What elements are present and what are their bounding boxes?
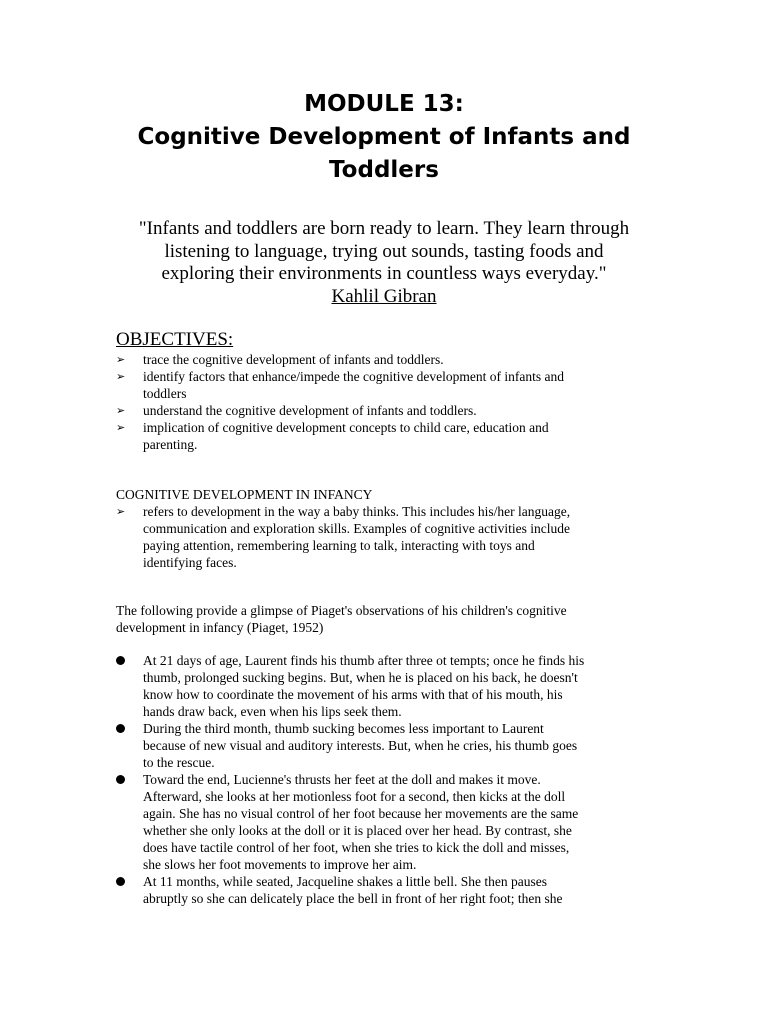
arrow-bullet-icon: ➢: [116, 404, 126, 417]
list-item: ➢ trace the cognitive development of infants and toddlers.: [116, 352, 444, 367]
list-item: ➢ identify factors that enhance/impede the cognitive development of infants and toddlers: [116, 369, 564, 401]
bullet-dot-icon: [116, 775, 125, 784]
list-item: ➢ refers to development in the way a baby thinks. This includes his/her language, communication and exploration skills. Examples of cognitive activities include paying attention, remembering learning to talk, interacting with toys and identifying faces.: [116, 504, 571, 570]
section-heading: COGNITIVE DEVELOPMENT IN INFANCY: [116, 487, 373, 502]
arrow-bullet-icon: ➢: [116, 353, 126, 366]
bullet-dot-icon: [116, 656, 125, 665]
bullet-dot-icon: [116, 877, 125, 886]
list-item: ➢ understand the cognitive development of infants and toddlers.: [116, 403, 477, 418]
title-line: Toddlers: [329, 157, 439, 183]
title-line: MODULE 13:: [304, 91, 464, 117]
title-line: Cognitive Development of Infants and: [137, 124, 631, 150]
list-item: At 11 months, while seated, Jacqueline shakes a little bell. She then pauses abruptly so she can delicately place the bell in front of her right foot; then she: [116, 873, 656, 907]
list-item: ➢ implication of cognitive development concepts to child care, education and parenting.: [116, 420, 549, 452]
quote-author: Kahlil Gibran: [331, 285, 437, 307]
bullet-dot-icon: [116, 724, 125, 733]
epigraph-quote: [0, 218, 768, 308]
module-title: [0, 88, 768, 187]
objectives-heading: OBJECTIVES:: [116, 329, 234, 350]
quote-line: listening to language, trying out sounds, tasting foods and: [164, 240, 604, 262]
paragraph-line: development in infancy (Piaget, 1952): [116, 620, 324, 635]
arrow-bullet-icon: ➢: [116, 505, 126, 518]
quote-line: "Infants and toddlers are born ready to learn. They learn through: [138, 218, 630, 239]
list-item: During the third month, thumb sucking becomes less important to Laurent because of new visual and auditory interests. But, when he cries, his thumb goes to the rescue.: [116, 720, 656, 771]
list-item: At 21 days of age, Laurent finds his thumb after three ot tempts; once he finds his thumb, prolonged sucking begins. But, when he is placed on his back, he doesn't know how to coordinate the movement of his arms with that of his mouth, his hands draw back, even when his lips seek them.: [116, 652, 656, 720]
definition-list: [116, 503, 656, 571]
paragraph-line: The following provide a glimpse of Piaget's observations of his children's cognitive: [116, 603, 567, 618]
observations-list: [116, 652, 656, 907]
arrow-bullet-icon: ➢: [116, 370, 126, 383]
quote-line: exploring their environments in countless ways everyday.": [161, 263, 607, 284]
arrow-bullet-icon: ➢: [116, 421, 126, 434]
list-item: Toward the end, Lucienne's thrusts her feet at the doll and makes it move. Afterward, she looks at her motionless foot for a second, then kicks at the doll again. She has no visual control of her foot because her movements are the same whether she only looks at the doll or it is placed over her head. By contrast, she does have tactile control of her foot, when she tries to kick the doll and misses, she slows her foot movements to improve her aim.: [116, 771, 656, 873]
intro-paragraph: [116, 602, 567, 636]
objectives-list: [116, 351, 656, 453]
